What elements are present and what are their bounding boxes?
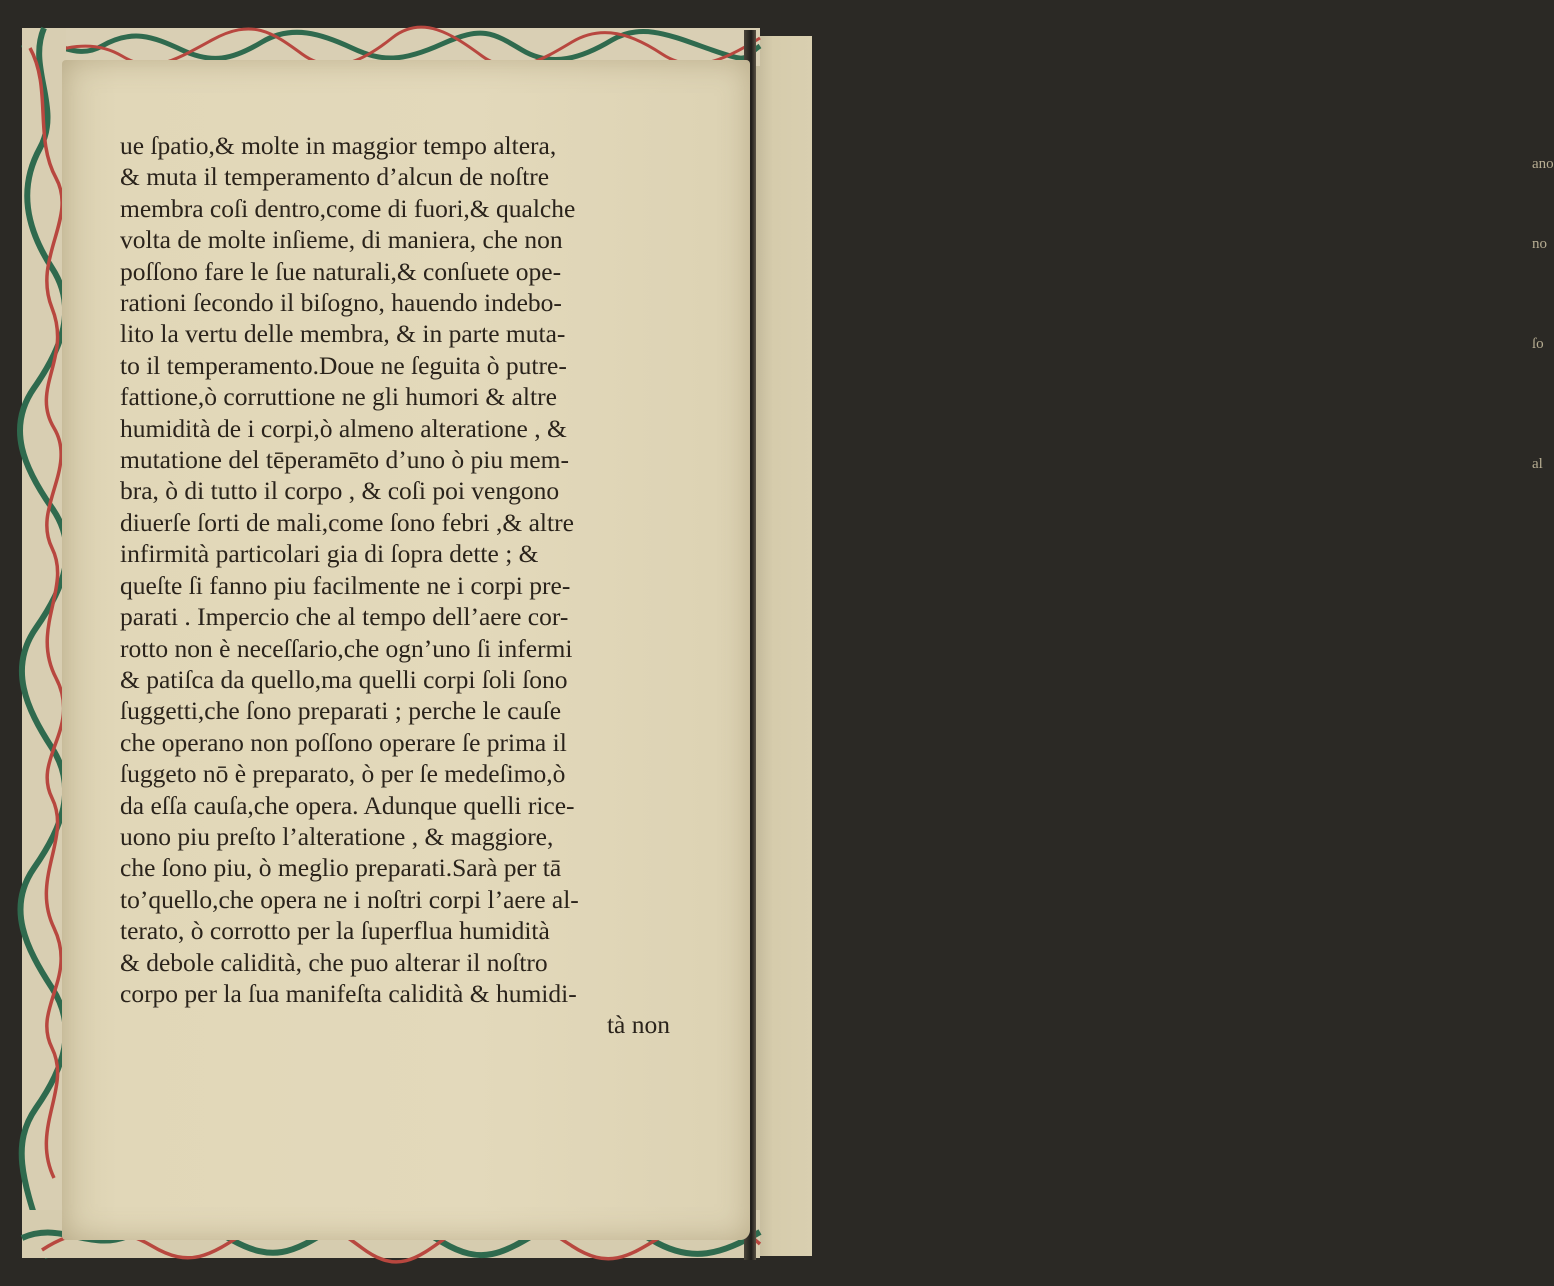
text-line: & muta il temperamento d’alcun de noſtre — [120, 162, 550, 192]
text-line: diuerſe ſorti de mali,come ſono febri ,& altre — [120, 507, 574, 537]
text-line: humidità de i corpi,ò almeno alteratione , & — [120, 413, 567, 443]
bleed-through-fragment: ano — [1532, 156, 1554, 172]
text-line: to’quello,che opera ne i noſtri corpi l’aere al- — [120, 884, 579, 914]
bleed-through-fragment: al — [1532, 456, 1543, 472]
text-line: rotto non è neceſſario,che ogn’uno ſi infermi — [120, 633, 573, 663]
bleed-through-fragment: no — [1532, 236, 1547, 252]
text-line: fattione,ò corruttione ne gli humori & altre — [120, 382, 557, 412]
text-line: & patiſca da quello,ma quelli corpi ſoli ſono — [120, 664, 568, 694]
text-line: ſuggetti,che ſono preparati ; perche le cauſe — [120, 696, 562, 726]
text-line: lito la vertu delle membra, & in parte muta- — [120, 319, 566, 349]
text-line: poſſono fare le ſue naturali,& conſuete ope- — [120, 256, 562, 286]
marbled-endpaper-left — [22, 28, 66, 1258]
catchword: tà non — [606, 1010, 670, 1040]
text-line: rationi ſecondo il biſogno, hauendo indebo- — [120, 288, 562, 318]
page-text — [120, 130, 680, 1041]
text-line: queſte ſi fanno piu facilmente ne i corpi pre- — [120, 570, 571, 600]
text-line: uono piu preſto l’alteratione , & maggiore, — [120, 821, 554, 851]
text-line: parati . Impercio che al tempo dell’aere cor- — [120, 602, 569, 632]
text-line: to il temperamento.Doue ne ſeguita ò putre- — [120, 350, 567, 380]
bleed-through-fragment: ſo — [1532, 336, 1544, 352]
text-line: membra coſi dentro,come di fuori,& qualche — [120, 193, 576, 223]
text-line: che operano non poſſono operare ſe prima il — [120, 727, 567, 757]
text-line: bra, ò di tutto il corpo , & coſi poi vengono — [120, 476, 560, 506]
text-line: terato, ò corrotto per la ſuperflua humidità — [120, 916, 550, 946]
text-line: infirmità particolari gia di ſopra dette ; & — [120, 539, 539, 569]
text-line: mutatione del tēperamēto d’uno ò piu mem- — [120, 445, 569, 475]
text-line: da eſſa cauſa,che opera. Adunque quelli rice- — [120, 790, 575, 820]
facing-page-edge — [752, 36, 1554, 1256]
text-line: ſuggeto nō è preparato, ò per ſe medeſimo,ò — [120, 759, 566, 789]
text-line: ue ſpatio,& molte in maggior tempo altera, — [120, 131, 557, 160]
text-line: volta de molte inſieme, di maniera, che non — [120, 225, 563, 255]
text-line: che ſono piu, ò meglio preparati.Sarà per tā — [120, 853, 562, 883]
text-line: & debole calidità, che puo alterar il noſtro — [120, 947, 548, 977]
text-line: corpo per la ſua manifeſta calidità & humidi- — [120, 978, 577, 1008]
